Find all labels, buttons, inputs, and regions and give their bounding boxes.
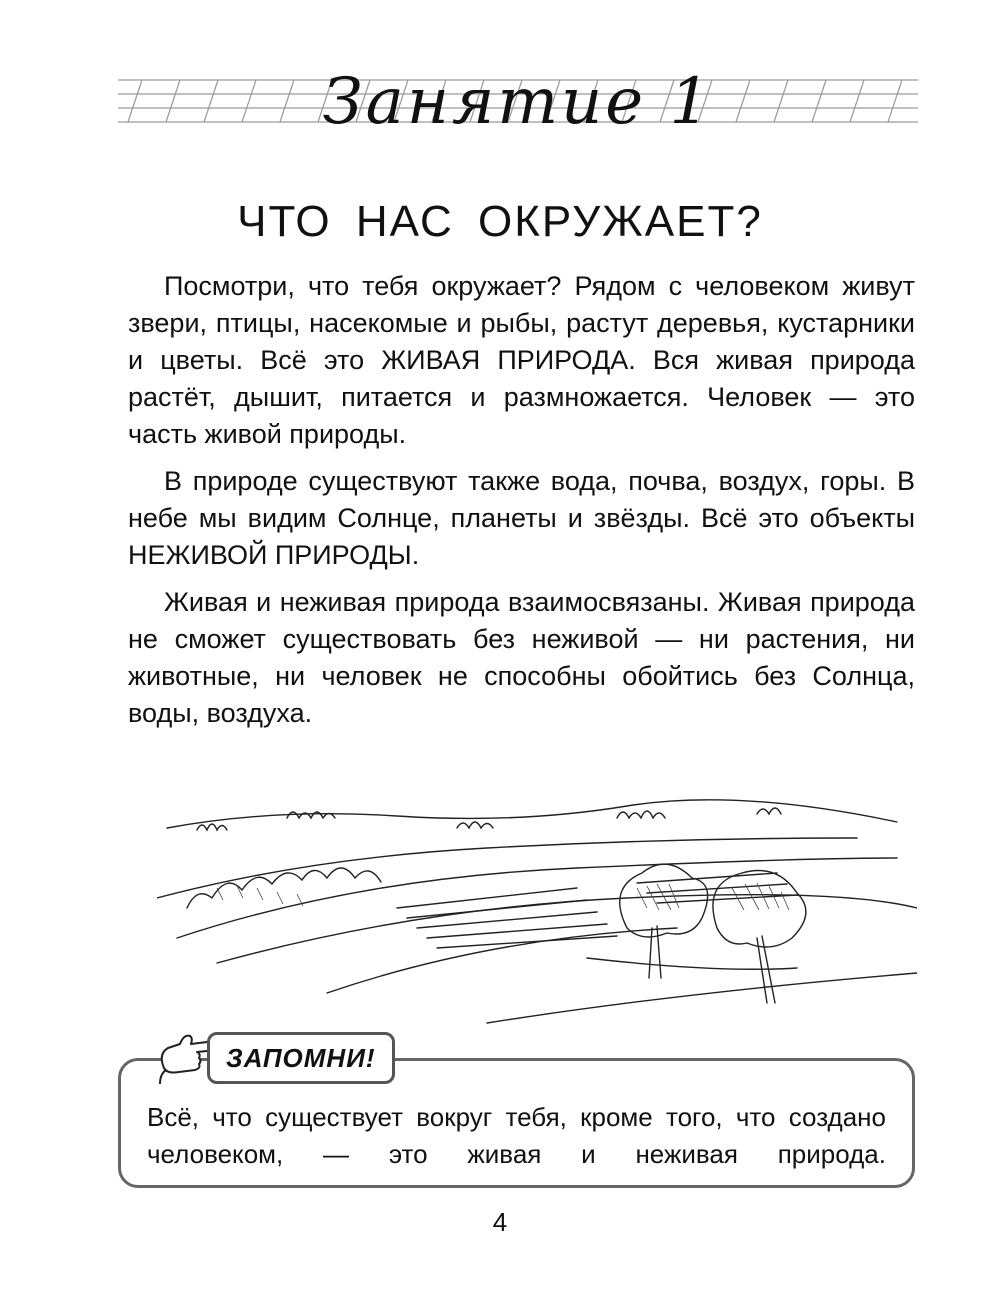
paragraph-3: Живая и неживая природа взаимосвязаны. Живая природа не сможет существовать без неживой — ни растения, ни животные, ни человек не способны обойтись без Солнца, воды, воздуха.	[128, 587, 915, 728]
page-number: 4	[492, 1207, 508, 1237]
landscape-illustration	[157, 788, 917, 1033]
remember-tag: ЗАПОМНИ!	[207, 1032, 395, 1084]
topic-title: ЧТО НАС ОКРУЖАЕТ?	[237, 197, 763, 247]
lesson-header	[118, 60, 918, 150]
pointing-hand-icon	[152, 1020, 212, 1090]
paragraph-2: В природе существуют также вода, почва, воздух, горы. В небе мы видим Солнце, планеты и звёзды. Всё это объекты НЕЖИВОЙ ПРИРОДЫ.	[128, 466, 915, 570]
paragraph-1: Посмотри, что тебя окружает? Рядом с человеком живут звери, птицы, насекомые и рыбы, растут деревья, кустарники и цветы. Всё это ЖИВАЯ ПРИРОДА. Вся живая природа растёт, дышит, питается и размножается. Человек — это часть живой природы.	[128, 271, 915, 449]
lesson-title: Занятие 1	[322, 65, 714, 139]
remember-text: Всё, что существует вокруг тебя, кроме того, что создано человеком, — это живая и неживая природа.	[147, 1102, 886, 1169]
body-text	[128, 268, 915, 742]
